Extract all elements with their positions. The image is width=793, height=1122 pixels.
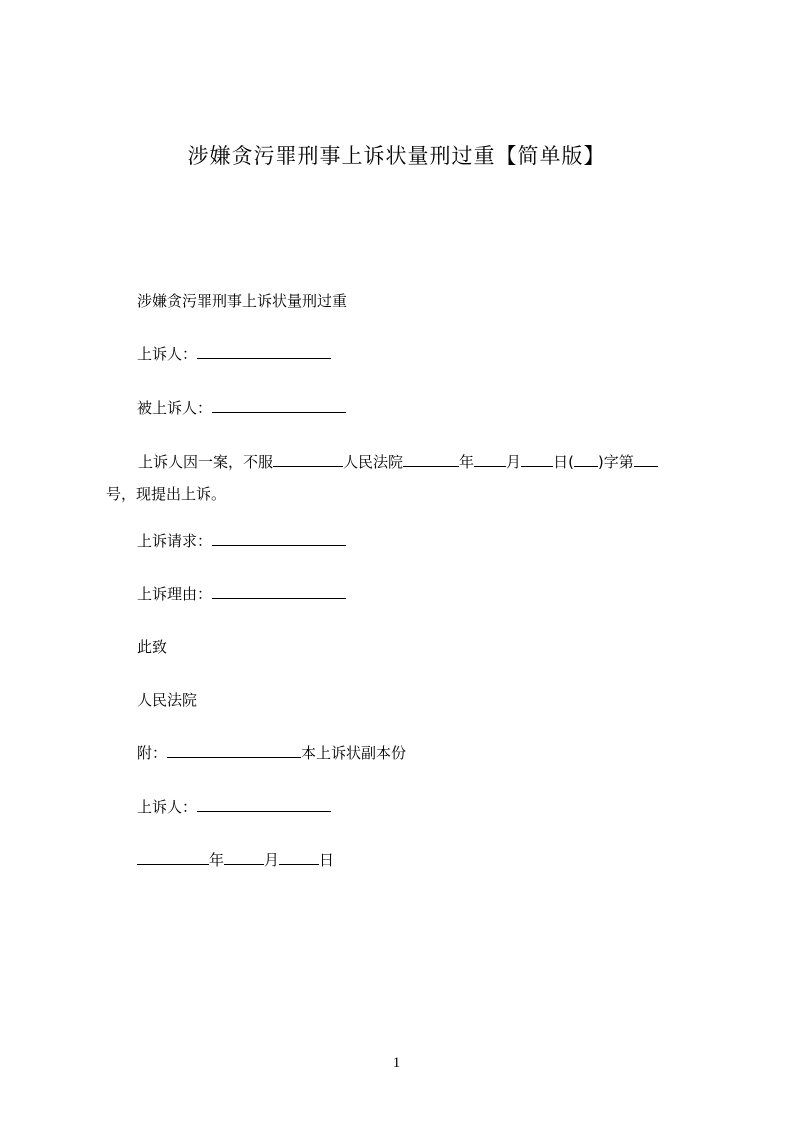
case-statement xyxy=(106,446,706,510)
date-month-label: 月 xyxy=(264,851,280,869)
reason-line xyxy=(137,584,346,604)
case-text-5: 日( xyxy=(553,453,574,471)
appellee-line xyxy=(137,398,346,418)
number-blank xyxy=(634,452,658,467)
page-number: 1 xyxy=(392,1055,401,1071)
code-blank xyxy=(574,452,598,467)
court-name-blank xyxy=(273,452,343,467)
case-statement-line-1 xyxy=(106,446,706,478)
case-text-6: )字第 xyxy=(597,453,634,471)
date-month-blank xyxy=(224,850,264,865)
case-text-1: 上诉人因一案，不服 xyxy=(138,453,274,471)
request-blank xyxy=(212,531,346,546)
request-label: 上诉请求： xyxy=(137,532,213,550)
salutation: 此致 xyxy=(137,638,168,656)
appellant-blank xyxy=(197,344,331,359)
court-name: 人民法院 xyxy=(137,691,198,709)
signature-blank xyxy=(197,797,331,812)
appellant-label: 上诉人： xyxy=(137,345,198,363)
signature-line xyxy=(137,797,331,817)
reason-label: 上诉理由： xyxy=(137,585,213,603)
attachment-blank xyxy=(167,743,301,758)
attachment-suffix: 本上诉状副本份 xyxy=(301,744,407,762)
date-day-blank xyxy=(279,850,319,865)
date-line xyxy=(137,850,334,870)
case-statement-line-2: 号，现提出上诉。 xyxy=(106,485,227,503)
date-day-label: 日 xyxy=(319,851,335,869)
case-text-4: 月 xyxy=(506,453,522,471)
case-text-2: 人民法院 xyxy=(343,453,404,471)
request-line xyxy=(137,531,346,551)
date-year-blank xyxy=(137,850,209,865)
signature-label: 上诉人： xyxy=(137,798,198,816)
day-blank xyxy=(521,452,553,467)
date-year-label: 年 xyxy=(209,851,225,869)
appellee-label: 被上诉人： xyxy=(137,399,213,417)
appellee-blank xyxy=(212,398,346,413)
attachment-label: 附： xyxy=(137,744,168,762)
appellant-line xyxy=(137,344,331,364)
year-blank xyxy=(403,452,459,467)
document-title: 涉嫌贪污罪刑事上诉状量刑过重【简单版】 xyxy=(187,144,606,168)
case-text-3: 年 xyxy=(459,453,475,471)
month-blank xyxy=(474,452,506,467)
document-subtitle: 涉嫌贪污罪刑事上诉状量刑过重 xyxy=(137,292,348,310)
attachment-line xyxy=(137,743,406,763)
reason-blank xyxy=(212,584,346,599)
